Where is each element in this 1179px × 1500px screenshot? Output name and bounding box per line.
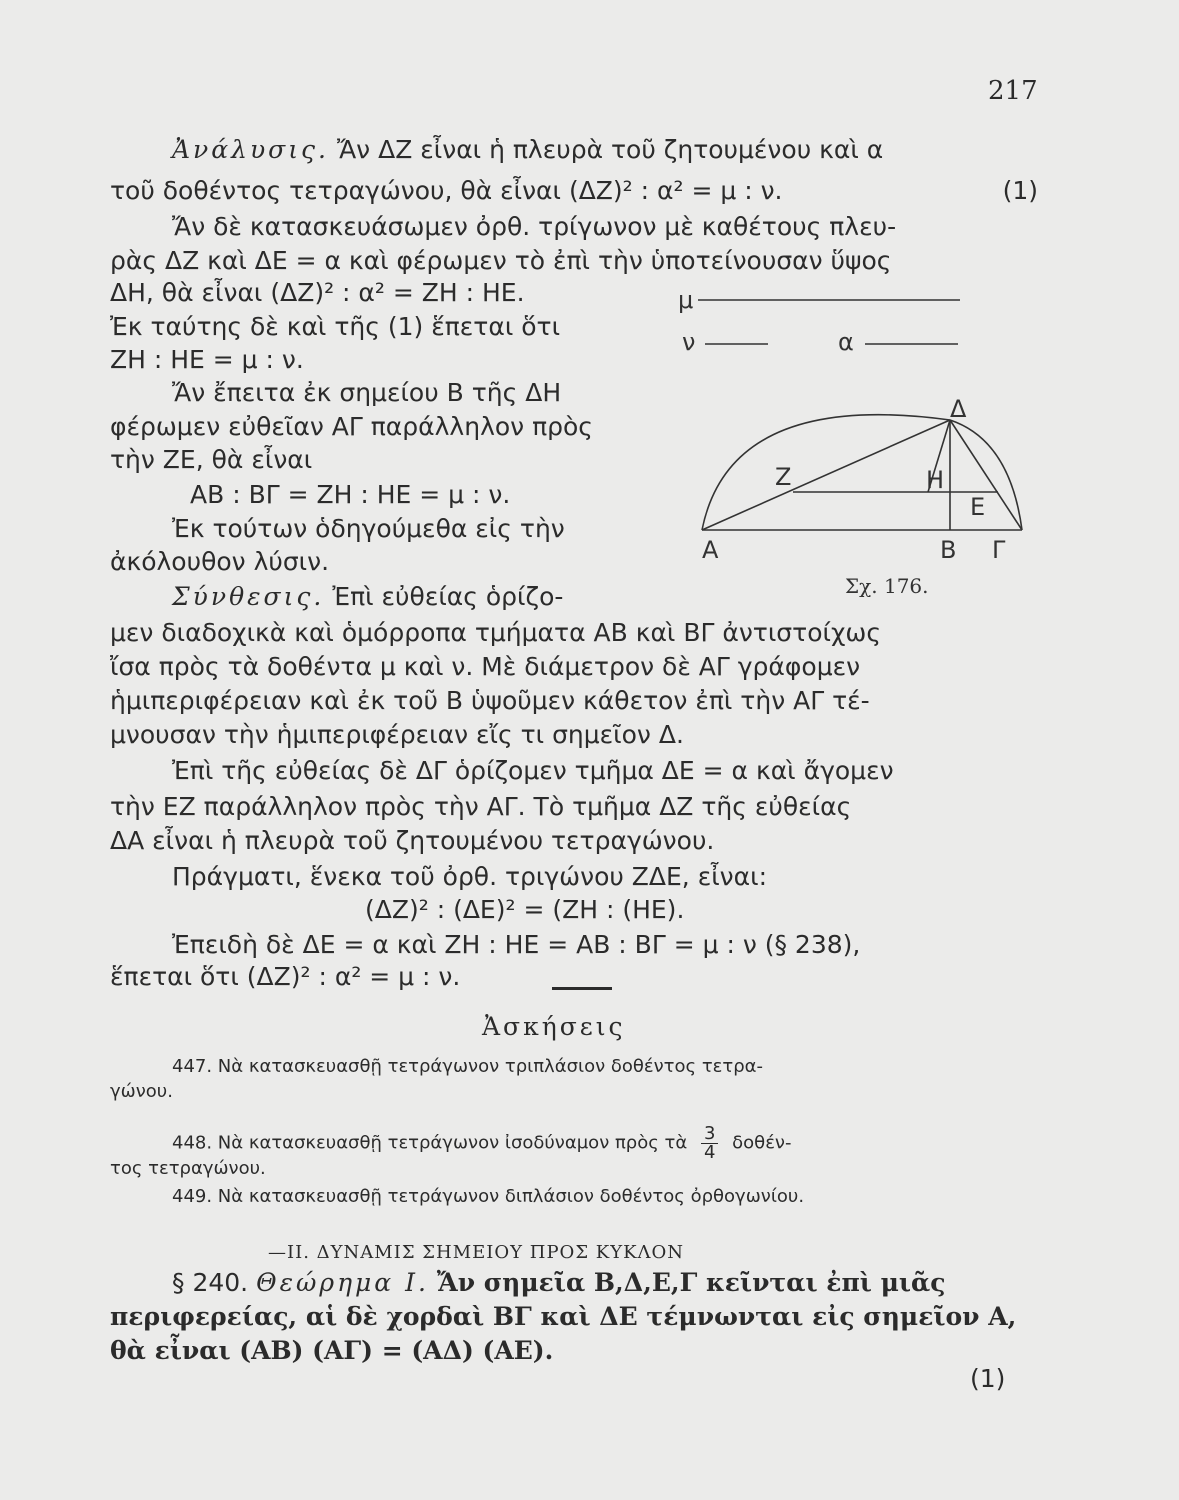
label-H: Η (926, 466, 945, 494)
synthesis-text-1: Ἐπὶ εὐθείας ὁρίζο- (332, 582, 564, 611)
analysis-line-11: ΑΒ : ΒΓ = ΖΗ : ΗΕ = μ : ν. (190, 480, 511, 509)
theorem-text-1: Ἄν σημεῖα Β,Δ,Ε,Γ κεῖνται ἐπὶ μιᾶς (436, 1268, 946, 1297)
exercise-447-line-1: 447. Νὰ κατασκευασθῇ τετράγωνον τριπλάσιον δοθέντος τετρα- (172, 1056, 764, 1077)
exercise-448-line-2: τος τετραγώνου. (110, 1158, 266, 1179)
analysis-line-4: ρὰς ΔΖ καὶ ΔΕ = α καὶ φέρωμεν τὸ ἐπὶ τὴν ὑποτείνουσαν ὕψος (110, 246, 892, 275)
synthesis-line-3: ἴσα πρὸς τὰ δοθέντα μ καὶ ν. Μὲ διάμετρον δὲ ΑΓ γράφομεν (110, 652, 861, 681)
line-DG (950, 420, 1022, 530)
label-B: Β (940, 536, 957, 564)
figure-caption: Σχ. 176. (845, 574, 929, 598)
theorem-line-1 (172, 1268, 945, 1298)
synthesis-line-11: Ἐπειδὴ δὲ ΔΕ = α καὶ ΖΗ : ΗΕ = ΑΒ : ΒΓ = μ : ν (§ 238), (172, 930, 861, 959)
synthesis-label: Σύνθεσις. (172, 582, 325, 611)
analysis-line-10: τὴν ΖΕ, θὰ εἶναι (110, 445, 313, 474)
analysis-line-6: Ἐκ ταύτης δὲ καὶ τῆς (1) ἕπεται ὅτι (110, 312, 561, 341)
label-D: Δ (950, 395, 967, 423)
analysis-line-8: Ἄν ἔπειτα ἐκ σημείου Β τῆς ΔΗ (172, 378, 562, 407)
label-G: Γ (992, 536, 1006, 564)
label-mu: μ (678, 286, 694, 314)
synthesis-line-8: ΔΑ εἶναι ἡ πλευρὰ τοῦ ζητουμένου τετραγώνου. (110, 826, 715, 855)
exercise-448-tail: δοθέν- (732, 1132, 792, 1154)
synthesis-line-12: ἕπεται ὅτι (ΔΖ)² : α² = μ : ν. (110, 962, 461, 991)
synthesis-line-1 (172, 582, 563, 612)
analysis-text-1: Ἄν ΔΖ εἶναι ἡ πλευρὰ τοῦ ζητουμένου καὶ α (336, 135, 884, 164)
analysis-line-12: Ἐκ τούτων ὁδηγούμεθα εἰς τὴν (172, 514, 565, 543)
page-number: 217 (988, 76, 1038, 106)
analysis-label: Ἀνάλυσις. (172, 135, 329, 164)
analysis-text-2: τοῦ δοθέντος τετραγώνου, θὰ εἶναι (ΔΖ)² : α² = μ : ν. (110, 176, 783, 205)
section-heading: —ΙΙ. ΔΥΝΑΜΙΣ ΣΗΜΕΙΟΥ ΠΡΟΣ ΚΥΚΛΟΝ (268, 1242, 685, 1263)
exercise-449: 449. Νὰ κατασκευασθῇ τετράγωνον διπλάσιον δοθέντος ὀρθογωνίου. (172, 1186, 805, 1207)
analysis-line-1 (172, 135, 883, 165)
exercise-448-text: 448. Νὰ κατασκευασθῇ τετράγωνον ἰσοδύναμον πρὸς τὰ (172, 1132, 688, 1154)
fraction-numerator: 3 (701, 1125, 718, 1144)
analysis-line-7: ΖΗ : ΗΕ = μ : ν. (110, 345, 304, 374)
label-E: Ε (970, 493, 986, 521)
analysis-line-3: Ἄν δὲ κατασκευάσωμεν ὀρθ. τρίγωνον μὲ καθέτους πλευ- (172, 212, 897, 241)
exercise-447-line-2: γώνου. (110, 1081, 173, 1102)
label-nu: ν (682, 328, 696, 356)
label-A: Α (702, 536, 719, 564)
analysis-line-5: ΔΗ, θὰ εἶναι (ΔΖ)² : α² = ΖΗ : ΗΕ. (110, 278, 525, 307)
synthesis-line-2: μεν διαδοχικὰ καὶ ὁμόρροπα τμήματα ΑΒ καὶ ΒΓ ἀντιστοίχως (110, 618, 882, 647)
synthesis-line-10: (ΔΖ)² : (ΔΕ)² = (ΖΗ : (ΗΕ). (365, 895, 685, 924)
fraction-3-4 (701, 1125, 718, 1162)
equation-tag-theorem: (1) (970, 1364, 1006, 1393)
synthesis-line-4: ἡμιπεριφέρειαν καὶ ἐκ τοῦ Β ὑψοῦμεν κάθετον ἐπὶ τὴν ΑΓ τέ- (110, 686, 870, 715)
analysis-line-13: ἀκόλουθον λύσιν. (110, 547, 330, 576)
end-mark (552, 987, 612, 990)
equation-tag-1: (1) (1002, 176, 1038, 205)
theorem-label: Θεώρημα Ι. (256, 1268, 429, 1297)
theorem-line-3: θὰ εἶναι (ΑΒ) (ΑΓ) = (ΑΔ) (ΑΕ). (110, 1336, 554, 1365)
label-alpha: α (838, 328, 854, 356)
synthesis-line-5: μνουσαν τὴν ἡμιπεριφέρειαν εἴς τι σημεῖον Δ. (110, 720, 684, 749)
analysis-line-9: φέρωμεν εὐθεῖαν ΑΓ παράλληλον πρὸς (110, 412, 593, 441)
theorem-paragraph: § 240. (172, 1268, 249, 1297)
synthesis-line-7: τὴν ΕΖ παράλληλον πρὸς τὴν ΑΓ. Τὸ τμῆμα ΔΖ τῆς εὐθείας (110, 792, 852, 821)
analysis-line-2 (110, 176, 1038, 206)
exercises-heading: Ἀσκήσεις (482, 1012, 626, 1041)
fraction-denominator: 4 (703, 1142, 716, 1163)
theorem-line-2: περιφερείας, αἱ δὲ χορδαὶ ΒΓ καὶ ΔΕ τέμνωνται εἰς σημεῖον Α, (110, 1302, 1017, 1331)
synthesis-line-9: Πράγματι, ἕνεκα τοῦ ὀρθ. τριγώνου ΖΔΕ, εἶναι: (172, 862, 767, 891)
line-AD (702, 420, 950, 530)
label-Z: Ζ (775, 463, 792, 491)
synthesis-line-6: Ἐπὶ τῆς εὐθείας δὲ ΔΓ ὁρίζομεν τμῆμα ΔΕ = α καὶ ἄγομεν (172, 756, 894, 785)
figure-176 (670, 280, 1040, 610)
